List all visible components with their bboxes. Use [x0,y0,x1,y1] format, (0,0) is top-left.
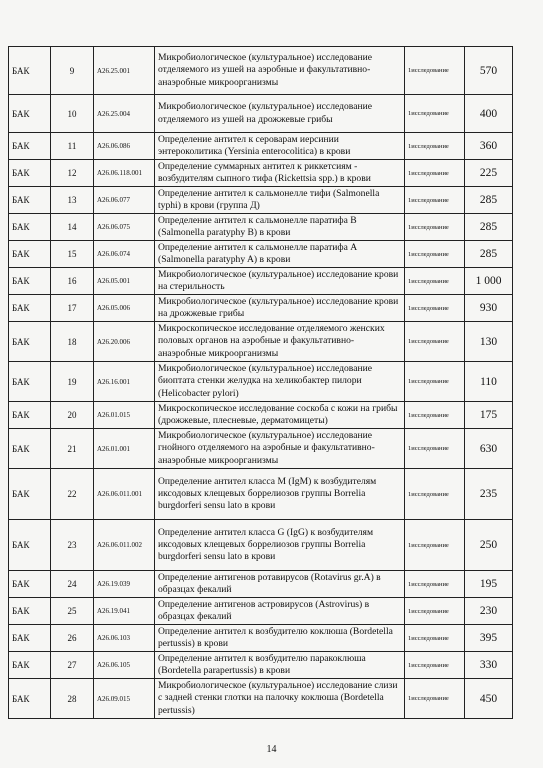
table-row [9,187,513,214]
unit-cell: 1исследование [405,160,465,187]
category-cell: БАК [9,469,51,520]
unit-cell: 1исследование [405,95,465,133]
unit-cell: 1исследование [405,625,465,652]
row-number-cell: 17 [51,295,94,322]
table-row [9,295,513,322]
row-number-cell: 24 [51,571,94,598]
service-code-cell: A26.05.006 [94,295,155,322]
table-row [9,429,513,469]
price-cell: 285 [465,214,513,241]
service-name-cell: Определение антител к сальмонелле тифи (Salmonella typhi) в крови (группа Д) [155,187,405,214]
table-row [9,241,513,268]
service-code-cell: A26.06.011.002 [94,520,155,571]
table-row [9,679,513,719]
price-cell: 130 [465,322,513,362]
category-cell: БАК [9,187,51,214]
unit-cell: 1исследование [405,295,465,322]
service-code-cell: A26.19.041 [94,598,155,625]
price-cell: 285 [465,187,513,214]
price-cell: 395 [465,625,513,652]
service-name-cell: Микроскопическое исследование отделяемого женских половых органов на аэробные и факультативно-анаэробные микроорганизмы [155,322,405,362]
table-row [9,598,513,625]
row-number-cell: 10 [51,95,94,133]
service-code-cell: A26.01.001 [94,429,155,469]
service-code-cell: A26.05.001 [94,268,155,295]
unit-cell: 1исследование [405,429,465,469]
price-cell: 225 [465,160,513,187]
service-code-cell: A26.25.004 [94,95,155,133]
price-cell: 235 [465,469,513,520]
category-cell: БАК [9,402,51,429]
category-cell: БАК [9,160,51,187]
price-cell: 285 [465,241,513,268]
category-cell: БАК [9,429,51,469]
unit-cell: 1исследование [405,322,465,362]
unit-cell: 1исследование [405,268,465,295]
row-number-cell: 25 [51,598,94,625]
row-number-cell: 23 [51,520,94,571]
service-code-cell: A26.20.006 [94,322,155,362]
service-name-cell: Микробиологическое (культуральное) исследование слизи с задней стенки глотки на палочку коклюша (Bordetella pertussis) [155,679,405,719]
price-cell: 400 [465,95,513,133]
row-number-cell: 22 [51,469,94,520]
table-row [9,47,513,95]
service-name-cell: Определение антител к сальмонелле паратифа В (Salmonella paratyphy B) в крови [155,214,405,241]
category-cell: БАК [9,652,51,679]
table-row [9,469,513,520]
price-list-body [9,47,513,719]
row-number-cell: 14 [51,214,94,241]
service-code-cell: A26.06.011.001 [94,469,155,520]
category-cell: БАК [9,322,51,362]
category-cell: БАК [9,133,51,160]
unit-cell: 1исследование [405,679,465,719]
row-number-cell: 19 [51,362,94,402]
row-number-cell: 26 [51,625,94,652]
table-row [9,268,513,295]
service-code-cell: A26.16.001 [94,362,155,402]
unit-cell: 1исследование [405,187,465,214]
service-name-cell: Микробиологическое (культуральное) исследование отделяемого из ушей на аэробные и факультативно-анаэробные микроорганизмы [155,47,405,95]
price-cell: 1 000 [465,268,513,295]
service-code-cell: A26.06.075 [94,214,155,241]
row-number-cell: 13 [51,187,94,214]
service-name-cell: Микробиологическое (культуральное) исследование биоптата стенки желудка на хеликобактер пилори (Helicobacter pylori) [155,362,405,402]
table-row [9,402,513,429]
row-number-cell: 20 [51,402,94,429]
service-name-cell: Микробиологическое (культуральное) исследование отделяемого из ушей на дрожжевые грибы [155,95,405,133]
table-row [9,214,513,241]
service-name-cell: Определение антител к сальмонелле паратифа А (Salmonella paratyphy A) в крови [155,241,405,268]
service-code-cell: A26.19.039 [94,571,155,598]
price-cell: 110 [465,362,513,402]
price-cell: 930 [465,295,513,322]
service-name-cell: Микробиологическое (культуральное) исследование крови на стерильность [155,268,405,295]
service-name-cell: Определение антител к сероварам иерсинии энтероколитика (Yersinia enterocolitica) в крови [155,133,405,160]
price-cell: 450 [465,679,513,719]
category-cell: БАК [9,268,51,295]
row-number-cell: 11 [51,133,94,160]
price-cell: 230 [465,598,513,625]
row-number-cell: 12 [51,160,94,187]
category-cell: БАК [9,295,51,322]
unit-cell: 1исследование [405,571,465,598]
service-name-cell: Определение антител к возбудителю коклюша (Bordetella pertussis) в крови [155,625,405,652]
category-cell: БАК [9,241,51,268]
service-code-cell: A26.06.105 [94,652,155,679]
service-code-cell: A26.25.001 [94,47,155,95]
unit-cell: 1исследование [405,47,465,95]
category-cell: БАК [9,679,51,719]
unit-cell: 1исследование [405,469,465,520]
service-name-cell: Определение антител к возбудителю паракоклюша (Bordetella parapertussis) в крови [155,652,405,679]
table-row [9,133,513,160]
service-name-cell: Микробиологическое (культуральное) исследование гнойного отделяемого на аэробные и факультативно-анаэробные микроорганизмы [155,429,405,469]
row-number-cell: 18 [51,322,94,362]
service-code-cell: A26.06.118.001 [94,160,155,187]
category-cell: БАК [9,47,51,95]
price-cell: 250 [465,520,513,571]
service-code-cell: A26.01.015 [94,402,155,429]
category-cell: БАК [9,571,51,598]
service-name-cell: Определение антигенов астровирусов (Astrovirus) в образцах фекалий [155,598,405,625]
price-cell: 175 [465,402,513,429]
table-row [9,625,513,652]
unit-cell: 1исследование [405,214,465,241]
table-row [9,362,513,402]
category-cell: БАК [9,520,51,571]
page-number: 14 [266,744,277,755]
service-name-cell: Определение суммарных антител к риккетсиям - возбудителям сыпного тифа (Rickettsia spp.) в крови [155,160,405,187]
row-number-cell: 28 [51,679,94,719]
service-code-cell: A26.06.074 [94,241,155,268]
service-code-cell: A26.06.103 [94,625,155,652]
row-number-cell: 27 [51,652,94,679]
price-cell: 360 [465,133,513,160]
table-row [9,571,513,598]
category-cell: БАК [9,362,51,402]
category-cell: БАК [9,598,51,625]
price-list-table [8,46,513,719]
price-cell: 630 [465,429,513,469]
unit-cell: 1исследование [405,133,465,160]
service-name-cell: Определение антител класса M (IgM) к возбудителям иксодовых клещевых боррелиозов группы Borrelia burgdorferi sensu lato в крови [155,469,405,520]
unit-cell: 1исследование [405,241,465,268]
service-name-cell: Микробиологическое (культуральное) исследование крови на дрожжевые грибы [155,295,405,322]
category-cell: БАК [9,95,51,133]
unit-cell: 1исследование [405,652,465,679]
table-row [9,520,513,571]
category-cell: БАК [9,625,51,652]
category-cell: БАК [9,214,51,241]
table-row [9,322,513,362]
price-cell: 570 [465,47,513,95]
unit-cell: 1исследование [405,598,465,625]
service-name-cell: Микроскопическое исследование соскоба с кожи на грибы (дрожжевые, плесневые, дерматомицеты) [155,402,405,429]
price-cell: 330 [465,652,513,679]
table-row [9,160,513,187]
unit-cell: 1исследование [405,402,465,429]
row-number-cell: 16 [51,268,94,295]
table-row [9,652,513,679]
unit-cell: 1исследование [405,362,465,402]
service-code-cell: A26.06.086 [94,133,155,160]
unit-cell: 1исследование [405,520,465,571]
service-name-cell: Определение антител класса G (IgG) к возбудителям иксодовых клещевых боррелиозов группы Borrelia burgdorferi sensu lato в крови [155,520,405,571]
service-name-cell: Определение антигенов ротавирусов (Rotavirus gr.A) в образцах фекалий [155,571,405,598]
price-cell: 195 [465,571,513,598]
table-row [9,95,513,133]
service-code-cell: A26.06.077 [94,187,155,214]
service-code-cell: A26.09.015 [94,679,155,719]
row-number-cell: 15 [51,241,94,268]
row-number-cell: 9 [51,47,94,95]
row-number-cell: 21 [51,429,94,469]
